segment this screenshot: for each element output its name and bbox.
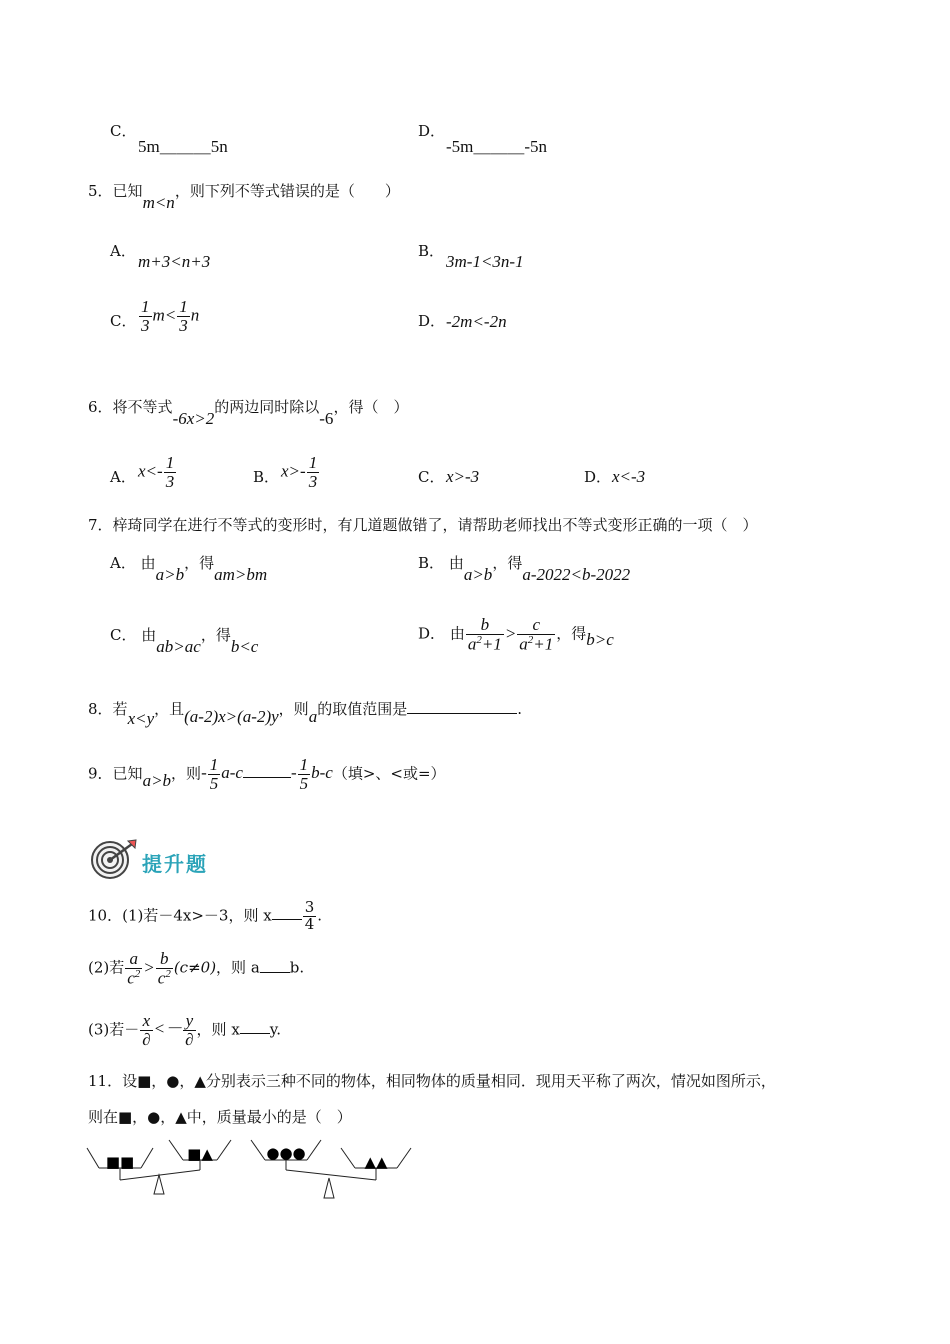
q9-expr2: - $\frac{1}{5}$ b-c	[290, 755, 333, 793]
q10-p3-cond: $\frac{x}{\partial}$ <－ $\frac{y}{\partial}$	[142, 1011, 194, 1049]
q7-a-result: am>bm	[214, 565, 268, 584]
q7-c-result: b<c	[230, 637, 259, 656]
q5-option-c-expr: $\frac{1}{3}$ m< $\frac{1}{3}$ n	[141, 297, 200, 335]
q10-p1-end: .	[317, 906, 323, 925]
q5-prefix: 已知	[112, 182, 143, 200]
q10-p2-pre: (2)若	[88, 958, 125, 977]
q8-end: .	[517, 700, 522, 718]
q4-option-d-expr: -5m＿＿＿-5n	[446, 137, 548, 156]
q7-option-b	[418, 552, 631, 584]
q10-p2-cond: $\frac{a}{c^2}$ > $\frac{b}{c^2}$	[127, 949, 171, 988]
q10-p3-blank[interactable]	[240, 1019, 270, 1034]
q5-option-c-label: C．	[110, 312, 137, 330]
q7-d-cond: $\frac{b}{a^2+1}$ > $\frac{c}{a^2+1}$	[467, 615, 554, 654]
scale-1-right-pan: ■▲	[187, 1145, 213, 1163]
scale-1	[87, 1140, 231, 1194]
q9-t3: （填>、<或=）	[332, 764, 446, 783]
q9-t1: 已知	[112, 764, 143, 783]
q8-var: a	[308, 707, 318, 726]
q10-p1-frac: $\frac{3}{4}$	[304, 898, 315, 933]
q7-text: 梓琦同学在进行不等式的变形时，有几道题做错了，请帮助老师找出不等式变形正确的一项（ ）	[112, 516, 758, 534]
q7-a-de: ，得	[184, 554, 215, 572]
q7-c-de: ，得	[200, 626, 231, 644]
q10-p2-mid: ，则 a	[216, 958, 260, 977]
q10-p2-blank[interactable]	[260, 958, 290, 973]
q6-divisor: -6	[319, 409, 334, 428]
q7-option-c	[110, 624, 259, 656]
q11-line1	[88, 1070, 776, 1091]
q6-option-c-expr: x>-3	[446, 467, 480, 486]
q10-p3-pre: (3)若－	[88, 1020, 140, 1039]
q9-number: 9．	[88, 764, 113, 783]
q5-option-d-expr: -2m<-2n	[446, 312, 507, 331]
q8-answer-blank[interactable]	[407, 699, 517, 714]
scale-2-left-pan: ●●●	[266, 1144, 306, 1162]
q5-stem	[88, 180, 400, 212]
q8-stem	[88, 698, 522, 728]
q7-a-cond: a>b	[155, 565, 185, 584]
q8-t3: ，则	[278, 700, 309, 718]
q10-p3-end: y.	[269, 1020, 282, 1039]
q7-b-de: ，得	[492, 554, 523, 572]
q9-cond: a>b	[142, 771, 172, 791]
q6-number: 6．	[88, 398, 113, 416]
q4-option-c-expr: 5m＿＿＿5n	[138, 137, 228, 156]
q5-option-d-label: D．	[418, 312, 446, 330]
q8-number: 8．	[88, 700, 113, 718]
scale-1-left-pan: ■■	[105, 1153, 135, 1171]
q7-b-result: a-2022<b-2022	[522, 565, 631, 584]
q7-c-label: C．	[110, 626, 137, 644]
q7-b-label: B．	[418, 554, 445, 572]
q6-option-a-expr: x<- $\frac{1}{3}$	[138, 453, 175, 491]
q6-stem	[88, 396, 409, 428]
q7-d-result: b>c	[586, 629, 614, 649]
balance-scales-figure	[85, 1138, 415, 1202]
q10-part1	[88, 900, 322, 933]
q10-p1-pre: (1)若－4x>－3，则 x	[122, 906, 272, 925]
target-icon	[90, 838, 138, 880]
q6-option-b-expr: x>- $\frac{1}{3}$	[281, 453, 318, 491]
q11-number: 11．	[88, 1072, 123, 1090]
q6-text1: 将不等式	[112, 398, 173, 416]
scale-2-right-pan: ▲▲	[364, 1153, 388, 1171]
q7-a-label: A．	[110, 554, 136, 572]
q11-text1: 设■，●，▲分别表示三种不同的物体，相同物体的质量相同．现用天平称了两次，情况如图所示，	[122, 1072, 776, 1090]
q9-t2: ，则	[171, 764, 202, 783]
q4-option-d-label: D．	[418, 122, 446, 140]
q10-number: 10．	[88, 906, 123, 925]
q7-d-de: ，得	[556, 624, 587, 643]
q6-text2: 的两边同时除以	[214, 398, 320, 416]
q10-p3-mid: ，则 x	[196, 1020, 240, 1039]
q7-stem	[88, 514, 758, 535]
q8-t4: 的取值范围是	[317, 700, 408, 718]
section-title: 提升题	[142, 852, 208, 876]
q6-option-c-label: C．	[418, 468, 445, 486]
q6-text3: ，得（ ）	[333, 398, 409, 416]
q7-b-you: 由	[448, 554, 464, 572]
q5-number: 5．	[88, 182, 113, 200]
q9-expr1: - $\frac{1}{5}$ a-c	[201, 755, 243, 793]
q8-cond1: x<y	[127, 709, 155, 728]
q7-option-d	[418, 616, 614, 653]
q8-t2: ，且	[154, 700, 185, 718]
q10-part2: (2)若 $\frac{a}{c^2}$ > $\frac{b}{c^2}$ (c≠0)，则 a b.	[88, 949, 305, 988]
q5-option-b-expr: 3m-1<3n-1	[446, 252, 524, 271]
q6-option-a-label: A．	[110, 468, 136, 486]
q7-number: 7．	[88, 516, 113, 534]
q10-p2-end: b.	[289, 958, 305, 977]
q8-t1: 若	[112, 700, 128, 718]
q6-option-d-expr: x<-3	[612, 467, 646, 486]
q7-d-label: D．	[418, 624, 446, 643]
q5-option-a-label: A．	[110, 242, 136, 260]
q9-answer-blank[interactable]	[243, 763, 291, 778]
q6-option-b-label: B．	[253, 468, 280, 486]
q7-option-a	[110, 552, 268, 584]
q5-option-a-expr: m+3<n+3	[138, 252, 211, 271]
q8-cond2: (a-2)x>(a-2)y	[184, 707, 279, 726]
q11-line2: 则在■，●，▲中，质量最小的是（ ）	[88, 1108, 352, 1126]
q4-option-c-label: C．	[110, 122, 137, 140]
scale-2	[251, 1140, 411, 1198]
q5-option-b-label: B．	[418, 242, 445, 260]
q7-b-cond: a>b	[463, 565, 493, 584]
q10-p1-blank[interactable]	[272, 905, 302, 920]
q7-c-cond: ab>ac	[156, 637, 201, 656]
q7-a-you: 由	[140, 554, 156, 572]
q7-c-you: 由	[141, 626, 157, 644]
q6-inequality: -6x>2	[172, 409, 215, 428]
q5-suffix: ，则下列不等式错误的是（ ）	[174, 182, 400, 200]
q6-option-d-label: D．	[584, 468, 612, 486]
q5-condition: m<n	[142, 193, 175, 212]
q7-d-you: 由	[449, 624, 465, 643]
q9-stem	[88, 756, 446, 793]
q10-part3	[88, 1012, 281, 1049]
